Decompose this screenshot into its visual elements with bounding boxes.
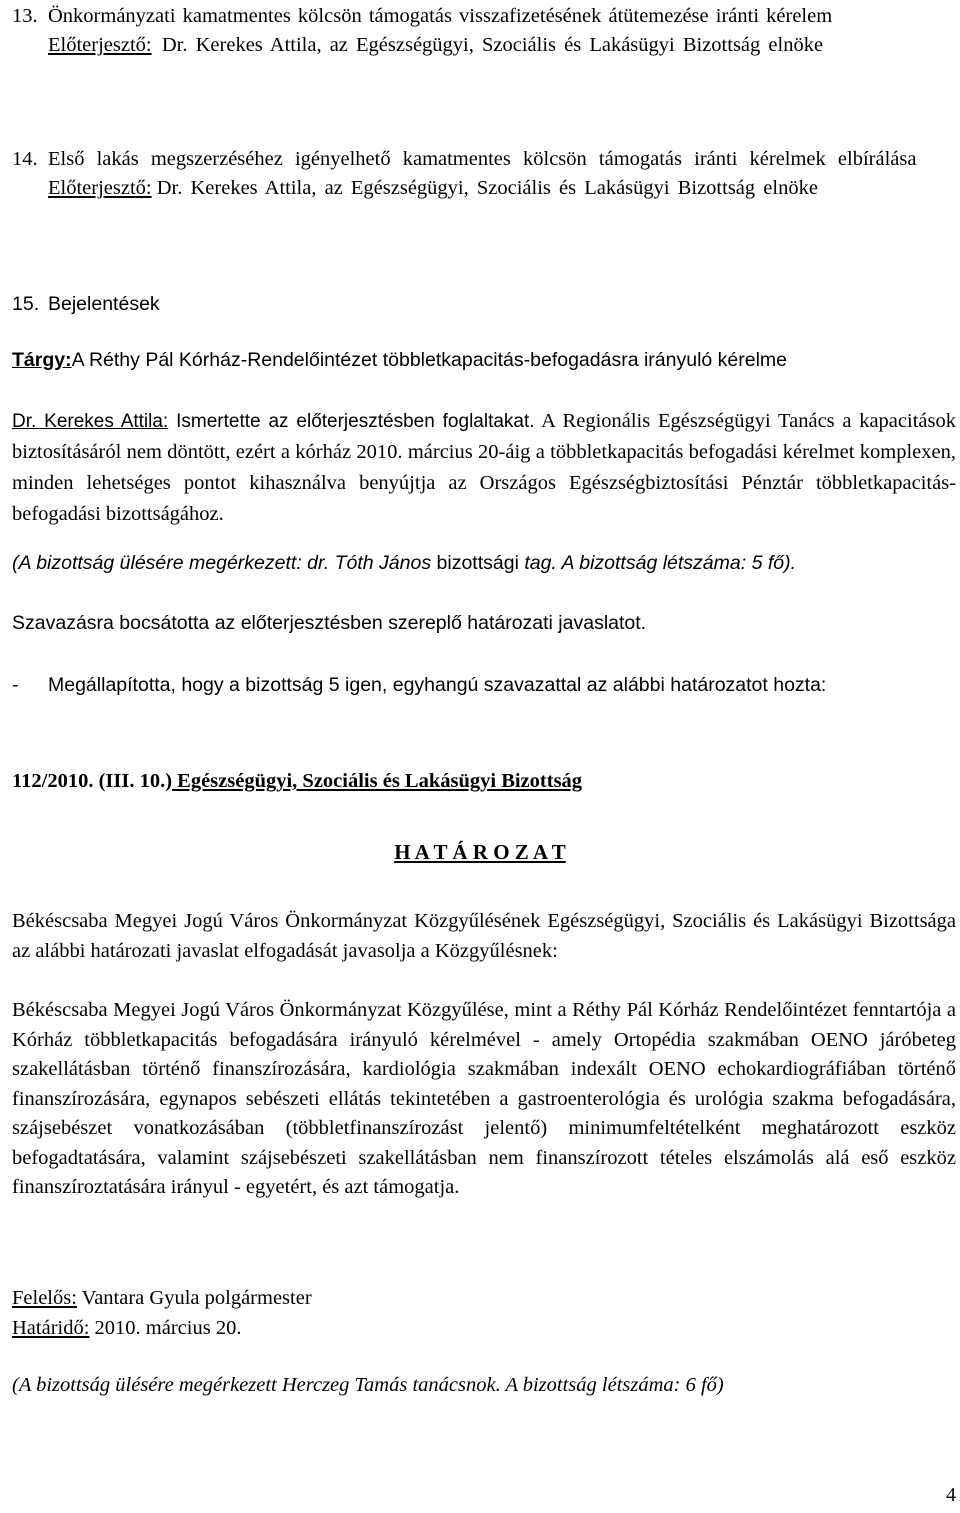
attendance-note-1 [12, 552, 956, 575]
attendance-1-middle: bizottsági [436, 552, 519, 574]
agenda-item-number: 15. [12, 293, 40, 315]
resolution-header [12, 770, 956, 793]
speech-text-b: A Regionális Egészségügyi Tanács a kapacitások biztosításáról nem döntött, ezért a kórház 2010. március 20-áig a többletkapacitás befogadási kérelmet komplexen, minden lehetséges pontot kihasználva benyújtja az Országos Egészségbiztosítási Pénztár többletkapacitás-befogadási bizottságához. [12, 410, 956, 525]
presenter-name: Dr. Kerekes Attila, az Egészségügyi, Szociális és Lakásügyi Bizottság elnöke [156, 177, 818, 199]
agenda-item-13 [12, 2, 956, 60]
agenda-item-number: 14. [12, 148, 38, 170]
attendance-1-before: (A bizottság ülésére megérkezett: dr. Tóth János [12, 552, 437, 574]
vote-text: Szavazásra bocsátotta az előterjesztésben szereplő határozati javaslatot. [12, 612, 647, 634]
agenda-item-title: Önkormányzati kamatmentes kölcsön támogatás visszafizetésének átütemezése iránti kérelem [48, 5, 833, 27]
agenda-item-number: 13. [12, 5, 38, 27]
responsible-line [12, 1287, 956, 1310]
responsible-label: Felelős: [12, 1287, 77, 1309]
resolution-paragraph-1: Békéscsaba Megyei Jogú Város Önkormányzat Közgyűlésének Egészségügyi, Szociális és Lakásügyi Bizottsága az alábbi határozati javaslat elfogadását javasolja a Közgyűlésnek: [12, 910, 956, 962]
subject-line [12, 349, 956, 372]
decision-text: Megállapította, hogy a bizottság 5 igen, egyhangú szavazattal az alábbi határozatot hozta: [48, 674, 827, 696]
presenter-label: Előterjesztő: [48, 177, 152, 199]
agenda-item-title: Első lakás megszerzéséhez igényelhető kamatmentes kölcsön támogatás iránti kérelmek elbírálása [48, 148, 917, 170]
subject-text: A Réthy Pál Kórház-Rendelőintézet többletkapacitás-befogadásra irányuló kérelme [71, 349, 788, 371]
agenda-item-15 [12, 290, 956, 319]
presenter-name: Dr. Kerekes Attila, az Egészségügyi, Szociális és Lakásügyi Bizottság elnöke [161, 34, 824, 56]
speech-text-a: Ismertette az előterjesztésben foglaltakat. [168, 411, 535, 432]
agenda-item-presenter [48, 174, 956, 203]
responsible-name: Vantara Gyula polgármester [76, 1287, 312, 1309]
resolution-title: H A T Á R O Z A T [394, 840, 566, 864]
presenter-label: Előterjesztő: [48, 34, 152, 56]
decision-dash: - [12, 674, 19, 696]
agenda-item-presenter [48, 31, 956, 60]
resolution-body: Egészségügyi, Szociális és Lakásügyi Bizottság [172, 770, 583, 792]
deadline-line [12, 1317, 956, 1340]
speaker-name: Dr. Kerekes Attila: [12, 411, 169, 432]
attendance-1-after: tag. A bizottság létszáma: 5 fő). [518, 552, 797, 574]
resolution-paragraph-2: Békéscsaba Megyei Jogú Város Önkormányzat Közgyűlése, mint a Réthy Pál Kórház Rendelőintézet fenntartója a Kórház többletkapacitás befogadására irányuló kérelmével - amely Ortopédia szakmában OENO járóbeteg szakellátásban történő finanszírozására, kardiológia szakmában indexált OENO echokardiográfiában történő finanszírozására, egynapos sebészeti ellátás tekintetében a gastroenterológia és urológia szakma befogadására, szájsebészet vonatkozásában (többletfinanszírozást jelentő) minimumfeltételként meghatározott eszköz befogadtatására, valamint szájsebészeti szakellátásban nem finanszírozott tételes elszámolás alá eső eszköz finanszíroztatására irányul - egyetért, és azt támogatja. [12, 999, 956, 1198]
agenda-item-14 [12, 145, 956, 203]
deadline-label: Határidő: [12, 1317, 90, 1339]
deadline-value: 2010. március 20. [89, 1317, 242, 1339]
resolution-number: 112/2010. (III. 10.) [12, 770, 173, 792]
decision-item [12, 670, 956, 700]
speech-paragraph [12, 406, 956, 530]
agenda-item-title: Bejelentések [48, 293, 160, 315]
subject-label: Tárgy: [12, 349, 72, 371]
page-number: 4 [946, 1484, 956, 1506]
attendance-note-2: (A bizottság ülésére megérkezett Herczeg Tamás tanácsnok. A bizottság létszáma: 6 fő) [12, 1374, 724, 1396]
